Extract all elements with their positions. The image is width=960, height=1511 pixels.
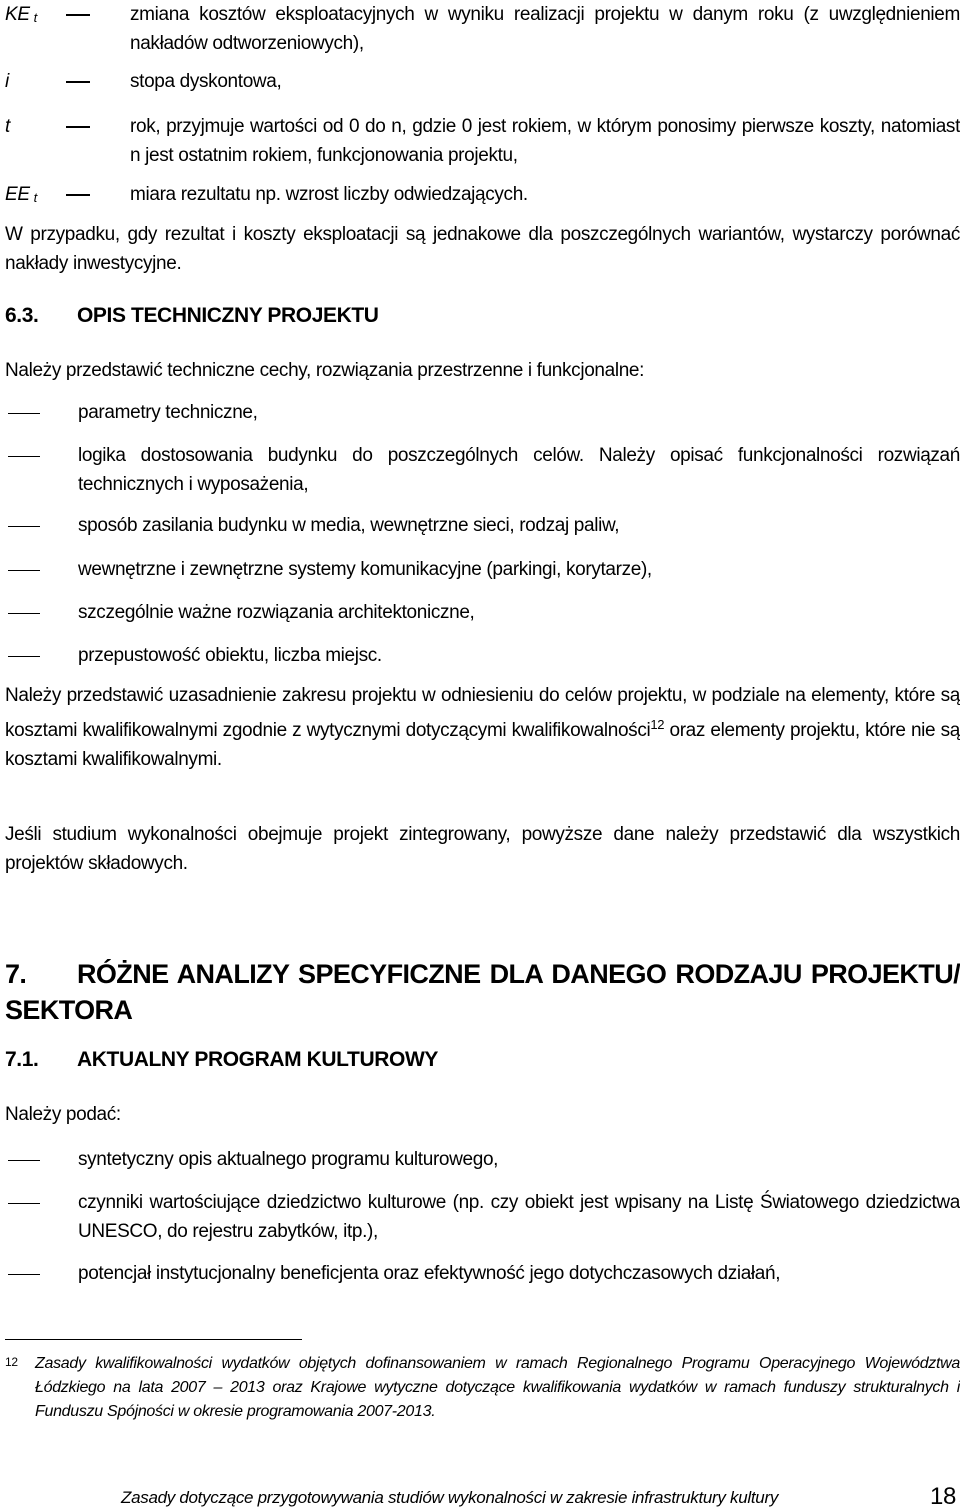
definition-symbol: EE — [5, 184, 30, 205]
list-item-text: sposób zasilania budynku w media, wewnętrzne sieci, rodzaj paliw, — [78, 515, 620, 536]
list-item — [5, 641, 960, 670]
definition-symbol: i — [5, 71, 9, 92]
list-item — [5, 398, 960, 427]
paragraph-text: Należy przedstawić uzasadnienie zakresu projektu w odniesieniu do celów projektu, w podziale na elementy, które są kosztami kwalifikowalnymi zgodnie z wytycznymi dotyczącymi kwalifikowalności — [5, 685, 960, 741]
list-item — [5, 511, 960, 540]
list-item-text: przepustowość obiektu, liczba miejsc. — [78, 645, 382, 666]
paragraph-integrated: Jeśli studium wykonalności obejmuje projekt zintegrowany, powyższe dane należy przedstawić dla wszystkich projektów składowych. — [5, 824, 960, 874]
section-title: AKTUALNY PROGRAM KULTUROWY — [77, 1048, 438, 1071]
footnote — [5, 1352, 960, 1424]
section-number: 6.3. — [5, 304, 39, 327]
dash-bullet — [5, 555, 78, 584]
definition-ke — [5, 0, 960, 58]
list-item — [5, 1145, 960, 1174]
list-item-text: syntetyczny opis aktualnego programu kulturowego, — [78, 1149, 499, 1170]
list-item — [5, 555, 960, 584]
footnote-reference[interactable]: 12 — [650, 717, 665, 732]
dash-bullet — [5, 641, 78, 670]
section-title: OPIS TECHNICZNY PROJEKTU — [77, 304, 379, 327]
definition-text: miara rezultatu np. wzrost liczby odwiedzających. — [130, 184, 528, 205]
definition-subscript: t — [33, 10, 37, 25]
definition-text: rok, przyjmuje wartości od 0 do n, gdzie 0 jest rokiem, w którym ponosimy pierwsze koszty, natomiast n jest ostatnim rokiem, funkcjonowania projektu, — [130, 116, 960, 166]
definition-i — [5, 67, 960, 96]
paragraph-costs: W przypadku, gdy rezultat i koszty eksploatacji są jednakowe dla poszczególnych wariantów, wystarczy porównać nakłady inwestycyjne. — [5, 224, 960, 274]
section-heading-7-1 — [5, 1048, 438, 1072]
list-item-text: szczególnie ważne rozwiązania architektoniczne, — [78, 602, 475, 623]
paragraph-text: oraz elementy projektu, które nie są kosztami kwalifikowalnymi. — [5, 720, 960, 770]
dash-separator — [58, 180, 130, 212]
list-item-text: czynniki wartościujące dziedzictwo kulturowe (np. czy obiekt jest wpisany na Listę Światowego dziedzictwa UNESCO, do rejestru zabytków, itp.), — [78, 1192, 960, 1242]
list-item-text: logika dostosowania budynku do poszczególnych celów. Należy opisać funkcjonalności rozwiązań technicznych i wyposażenia, — [78, 445, 960, 495]
footnote-divider — [5, 1339, 302, 1340]
paragraph-intro-6-3: Należy przedstawić techniczne cechy, rozwiązania przestrzenne i funkcjonalne: — [5, 360, 645, 381]
paragraph-intro-7-1: Należy podać: — [5, 1104, 121, 1125]
list-item-text: potencjał instytucjonalny beneficjenta oraz efektywność jego dotychczasowych działań, — [78, 1263, 781, 1284]
dash-separator — [58, 0, 130, 58]
section-number: 7. — [5, 959, 27, 989]
section-heading-7 — [5, 956, 960, 1028]
list-item — [5, 441, 960, 499]
list-item — [5, 1259, 960, 1288]
paragraph-justification — [5, 681, 960, 774]
dash-bullet — [5, 1188, 78, 1246]
section-heading-6-3 — [5, 304, 379, 328]
dash-separator — [58, 67, 130, 96]
definition-text: stopa dyskontowa, — [130, 71, 282, 92]
page-number: 18 — [930, 1483, 956, 1510]
list-item — [5, 1188, 960, 1246]
list-item-text: parametry techniczne, — [78, 402, 258, 423]
dash-bullet — [5, 1259, 78, 1288]
footnote-text: Zasady kwalifikowalności wydatków objętych dofinansowaniem w ramach Regionalnego Programu Operacyjnego Województwa Łódzkiego na lata 2007 – 2013 oraz Krajowe wytyczne dotyczące kwalifikowania wydatków w ramach funduszy strukturalnych i Funduszu Spójności w okresie programowania 2007-2013. — [35, 1355, 960, 1420]
page-footer: Zasady dotyczące przygotowywania studiów wykonalności w zakresie infrastruktury kultury — [121, 1488, 779, 1507]
definition-ee — [5, 180, 960, 212]
dash-bullet — [5, 441, 78, 499]
dash-bullet — [5, 598, 78, 627]
definition-symbol: t — [5, 116, 10, 137]
definition-symbol: KE — [5, 4, 30, 25]
list-item — [5, 598, 960, 627]
dash-bullet — [5, 398, 78, 427]
list-item-text: wewnętrzne i zewnętrzne systemy komunikacyjne (parkingi, korytarze), — [78, 559, 652, 580]
dash-bullet — [5, 1145, 78, 1174]
section-title: RÓŻNE ANALIZY SPECYFICZNE DLA DANEGO RODZAJU PROJEKTU/ SEKTORA — [5, 959, 960, 1025]
definition-t — [5, 112, 960, 170]
dash-separator — [58, 112, 130, 170]
section-number: 7.1. — [5, 1048, 39, 1071]
definition-subscript: t — [33, 190, 37, 205]
footnote-number: 12 — [5, 1355, 18, 1369]
dash-bullet — [5, 511, 78, 540]
definition-text: zmiana kosztów eksploatacyjnych w wyniku realizacji projektu w danym roku (z uwzględnieniem nakładów odtworzeniowych), — [130, 4, 960, 54]
